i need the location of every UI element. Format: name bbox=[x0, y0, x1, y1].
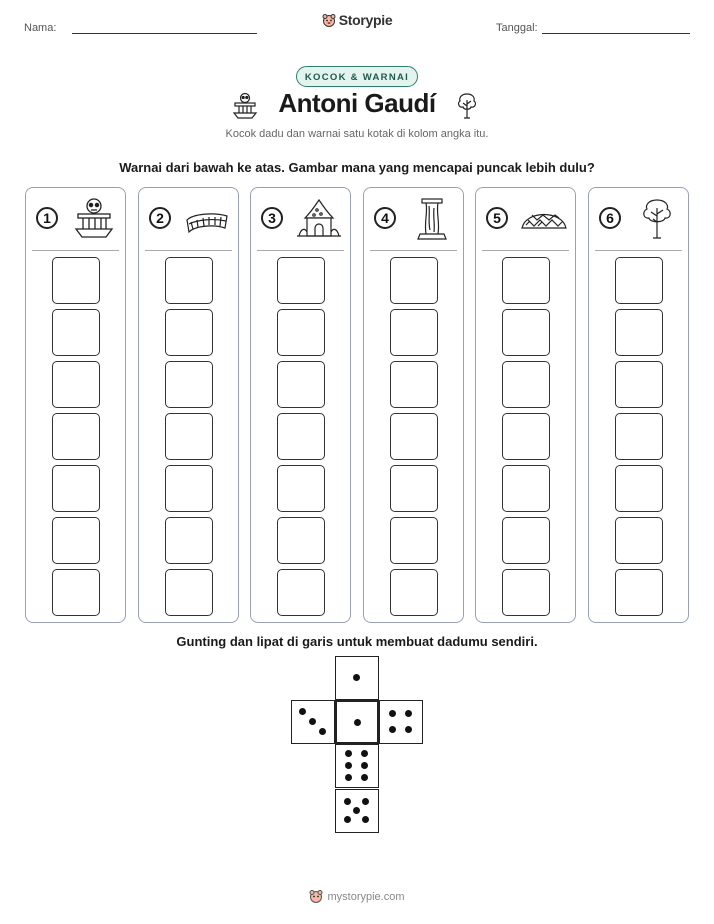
color-box[interactable] bbox=[502, 309, 550, 356]
color-box[interactable] bbox=[502, 517, 550, 564]
dice-pip bbox=[405, 710, 412, 717]
dice-pip bbox=[319, 728, 326, 735]
dice-pip bbox=[405, 726, 412, 733]
dice-pip bbox=[361, 774, 368, 781]
storypie-mascot-icon bbox=[322, 13, 336, 30]
dice-pip bbox=[344, 798, 351, 805]
stone-column-icon bbox=[408, 196, 456, 242]
column-number: 4 bbox=[374, 207, 396, 229]
dice-pip bbox=[345, 774, 352, 781]
column-header bbox=[139, 188, 238, 250]
column-divider bbox=[370, 250, 457, 251]
color-box[interactable] bbox=[502, 257, 550, 304]
dice-face[interactable] bbox=[335, 700, 379, 744]
color-box[interactable] bbox=[277, 465, 325, 512]
color-box[interactable] bbox=[165, 465, 213, 512]
title-tree-icon bbox=[456, 92, 478, 120]
column-divider bbox=[145, 250, 232, 251]
brand-name: Storypie bbox=[338, 12, 393, 28]
coloring-instruction: Warnai dari bawah ke atas. Gambar mana yang mencapai puncak lebih dulu? bbox=[119, 160, 595, 175]
color-box[interactable] bbox=[277, 517, 325, 564]
color-box[interactable] bbox=[277, 361, 325, 408]
column-number: 1 bbox=[36, 207, 58, 229]
color-box[interactable] bbox=[615, 569, 663, 616]
dice-face[interactable] bbox=[335, 656, 379, 700]
column-divider bbox=[257, 250, 344, 251]
color-box[interactable] bbox=[165, 569, 213, 616]
name-line[interactable] bbox=[72, 33, 257, 34]
color-box[interactable] bbox=[52, 517, 100, 564]
color-box[interactable] bbox=[390, 517, 438, 564]
gingerbread-house-icon bbox=[295, 196, 343, 242]
column-number: 6 bbox=[599, 207, 621, 229]
dice-pip bbox=[361, 750, 368, 757]
color-box[interactable] bbox=[52, 569, 100, 616]
color-box[interactable] bbox=[52, 361, 100, 408]
color-box[interactable] bbox=[52, 465, 100, 512]
color-box[interactable] bbox=[277, 569, 325, 616]
color-box[interactable] bbox=[277, 309, 325, 356]
dice-pip bbox=[362, 816, 369, 823]
color-box[interactable] bbox=[165, 517, 213, 564]
balcony-skull-icon bbox=[70, 196, 118, 242]
dice-pip bbox=[309, 718, 316, 725]
dice-pip bbox=[353, 807, 360, 814]
color-box[interactable] bbox=[615, 465, 663, 512]
column-number: 5 bbox=[486, 207, 508, 229]
storypie-mascot-icon bbox=[309, 889, 323, 906]
dice-pip bbox=[354, 719, 361, 726]
column-divider bbox=[32, 250, 119, 251]
color-box[interactable] bbox=[277, 413, 325, 460]
color-box[interactable] bbox=[390, 569, 438, 616]
color-box[interactable] bbox=[277, 257, 325, 304]
mosaic-bench-icon bbox=[183, 196, 231, 242]
cut-instruction: Gunting dan lipat di garis untuk membuat dadumu sendiri. bbox=[176, 634, 538, 649]
column-4 bbox=[363, 187, 464, 623]
name-label: Nama: bbox=[24, 22, 57, 34]
date-line[interactable] bbox=[542, 33, 690, 34]
column-header bbox=[589, 188, 688, 250]
dice-face[interactable] bbox=[335, 789, 379, 833]
color-box[interactable] bbox=[615, 413, 663, 460]
color-box[interactable] bbox=[165, 413, 213, 460]
color-box[interactable] bbox=[615, 517, 663, 564]
dice-pip bbox=[389, 726, 396, 733]
dice-pip bbox=[299, 708, 306, 715]
color-box[interactable] bbox=[502, 569, 550, 616]
dice-pip bbox=[389, 710, 396, 717]
color-box[interactable] bbox=[615, 257, 663, 304]
column-5 bbox=[475, 187, 576, 623]
color-box[interactable] bbox=[615, 309, 663, 356]
column-1 bbox=[25, 187, 126, 623]
dice-pip bbox=[345, 750, 352, 757]
color-box[interactable] bbox=[52, 309, 100, 356]
date-label: Tanggal: bbox=[496, 22, 538, 34]
column-number: 2 bbox=[149, 207, 171, 229]
color-box[interactable] bbox=[165, 309, 213, 356]
color-box[interactable] bbox=[390, 361, 438, 408]
column-2 bbox=[138, 187, 239, 623]
color-box[interactable] bbox=[390, 257, 438, 304]
dragon-roof-icon bbox=[520, 196, 568, 242]
page-subtitle: Kocok dadu dan warnai satu kotak di kolom angka itu. bbox=[225, 128, 489, 140]
color-box[interactable] bbox=[502, 465, 550, 512]
color-box[interactable] bbox=[165, 361, 213, 408]
dice-face[interactable] bbox=[379, 700, 423, 744]
activity-badge: KOCOK & WARNAI bbox=[296, 66, 418, 87]
dice-pip bbox=[353, 674, 360, 681]
dice-pip bbox=[362, 798, 369, 805]
dice-pip bbox=[344, 816, 351, 823]
tree-icon bbox=[633, 196, 681, 242]
column-header bbox=[26, 188, 125, 250]
column-divider bbox=[482, 250, 569, 251]
column-header bbox=[251, 188, 350, 250]
color-box[interactable] bbox=[615, 361, 663, 408]
column-divider bbox=[595, 250, 682, 251]
dice-pip bbox=[345, 762, 352, 769]
brand-logo bbox=[0, 12, 714, 30]
column-header bbox=[364, 188, 463, 250]
color-box[interactable] bbox=[502, 413, 550, 460]
column-3 bbox=[250, 187, 351, 623]
column-header bbox=[476, 188, 575, 250]
footer-url: mystorypie.com bbox=[327, 891, 405, 903]
column-6 bbox=[588, 187, 689, 623]
column-number: 3 bbox=[261, 207, 283, 229]
dice-face[interactable] bbox=[291, 700, 335, 744]
color-box[interactable] bbox=[502, 361, 550, 408]
color-box[interactable] bbox=[52, 413, 100, 460]
page-title: Antoni Gaudí bbox=[278, 88, 436, 118]
footer bbox=[0, 889, 714, 906]
color-box[interactable] bbox=[165, 257, 213, 304]
color-box[interactable] bbox=[390, 309, 438, 356]
color-box[interactable] bbox=[390, 413, 438, 460]
dice-pip bbox=[361, 762, 368, 769]
dice-face[interactable] bbox=[335, 744, 379, 788]
color-box[interactable] bbox=[390, 465, 438, 512]
color-box[interactable] bbox=[52, 257, 100, 304]
